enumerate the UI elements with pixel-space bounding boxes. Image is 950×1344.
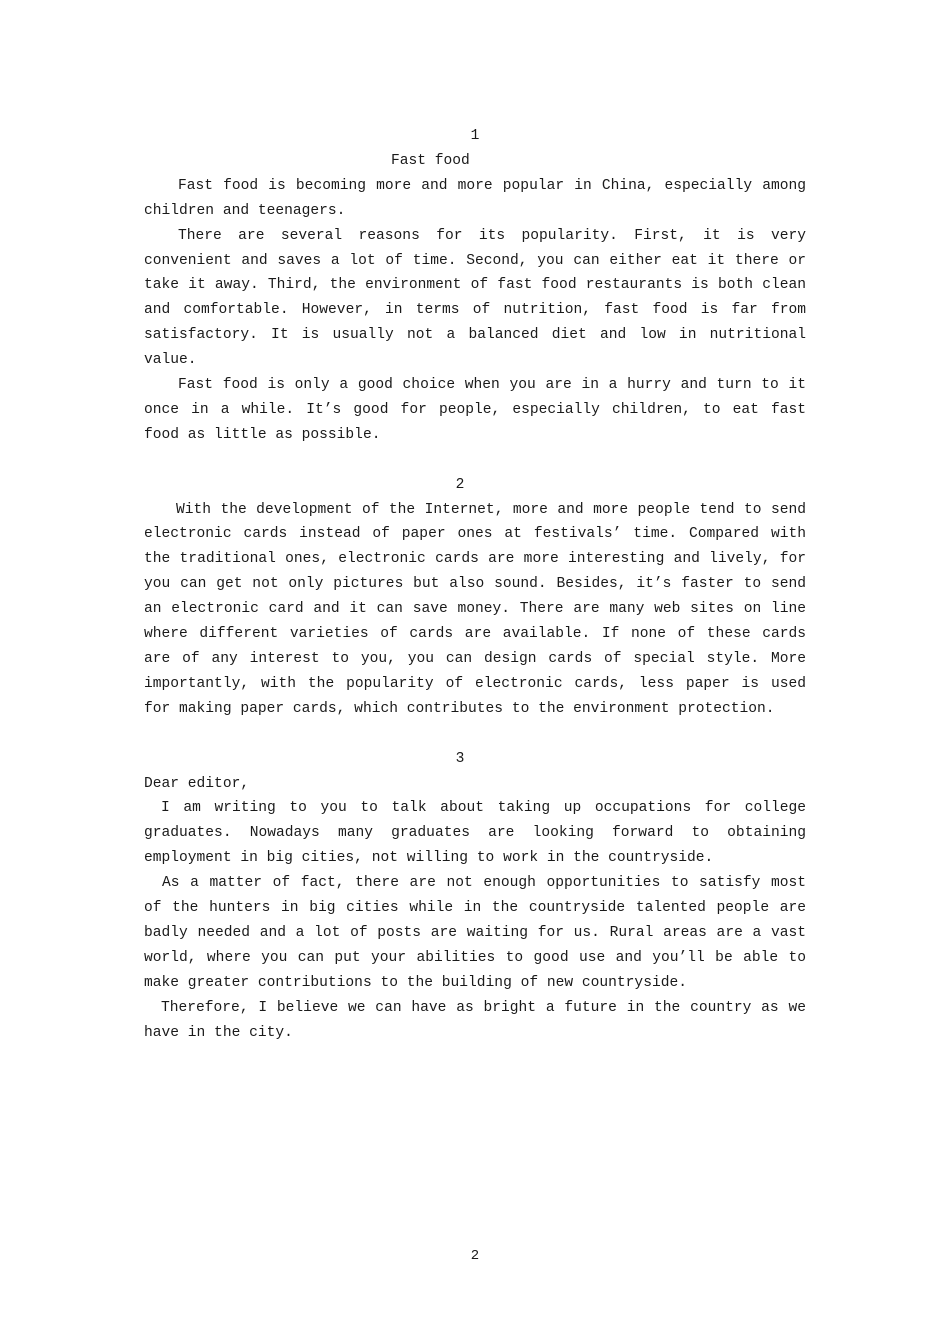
document-body — [144, 124, 806, 1046]
page-number: 2 — [470, 1248, 480, 1264]
paragraph: Fast food is becoming more and more popular in China, especially among children and teenagers. — [144, 177, 806, 219]
section-2 — [144, 473, 806, 722]
section-3 — [144, 747, 806, 1046]
spacer — [144, 722, 806, 747]
section-number: 1 — [470, 128, 480, 144]
paragraph: With the development of the Internet, more and more people tend to send electronic cards instead of paper ones at festivals’ time. Compared with the traditional ones, electronic cards are more interesting and lively, for you can get not only pictures but also sound. Besides, it’s faster to send an electronic card and it can save money. There are many web sites on line where different varieties of cards are available. If none of these cards are of any interest to you, you can design cards of special style. More importantly, with the popularity of electronic cards, less paper is used for making paper cards, which contributes to the environment protection. — [144, 501, 806, 717]
paragraph: Fast food is only a good choice when you are in a hurry and turn to it once in a while. It’s good for people, especially children, to eat fast food as little as possible. — [144, 377, 806, 443]
paragraph: As a matter of fact, there are not enough opportunities to satisfy most of the hunters in big cities while in the countryside talented people are badly needed and a lot of posts are waiting for us. Rural areas are a vast world, where you can put your abilities to good use and you’ll be able to make greater contributions to the building of new countryside. — [144, 875, 806, 991]
paragraph: Therefore, I believe we can have as bright a future in the country as we have in the city. — [144, 999, 806, 1041]
spacer — [144, 448, 806, 473]
salutation: Dear editor, — [144, 775, 250, 792]
paragraph: There are several reasons for its popularity. First, it is very convenient and saves a lot of time. Second, you can either eat it there or take it away. Third, the environment of fast food restaurants is both clean and comfortable. However, in terms of nutrition, fast food is far from satisfactory. It is usually not a balanced diet and low in nutritional value. — [144, 227, 806, 369]
section-number: 2 — [455, 476, 465, 493]
section-title: Fast food — [391, 152, 470, 169]
paragraph: I am writing to you to talk about taking up occupations for college graduates. Nowadays many graduates are looking forward to obtaining employment in big cities, not willing to work in the countryside. — [144, 800, 806, 867]
section-1 — [144, 124, 806, 448]
section-number: 3 — [455, 750, 465, 767]
